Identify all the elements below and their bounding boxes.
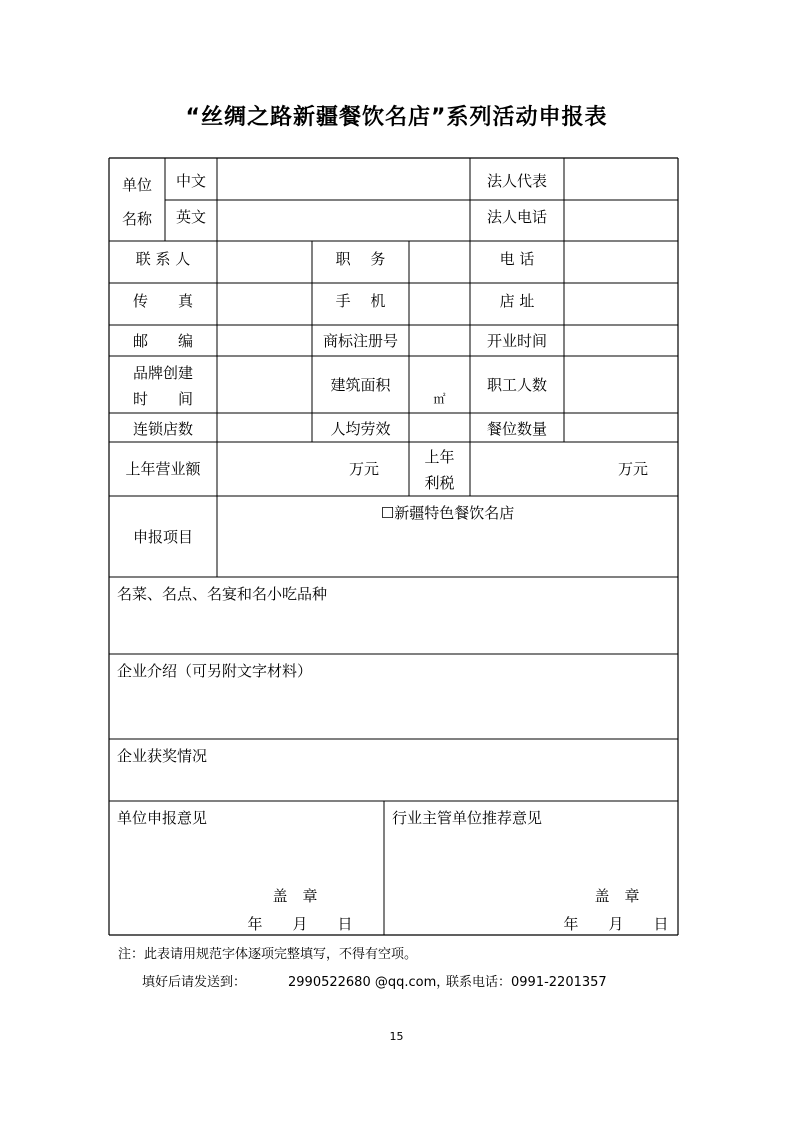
unit-name-label <box>109 176 165 228</box>
last-year-profit-label-line1: 上年 <box>424 448 455 466</box>
industry-opinion-label: 行业主管单位推荐意见 <box>392 809 543 827</box>
note-email: 2990522680 @qq.com， <box>288 975 450 990</box>
option-xinjiang-checkbox[interactable]: ☐新疆特色餐饮名店 <box>380 504 515 522</box>
english-name-field[interactable] <box>217 200 470 241</box>
last-year-revenue-label: 上年营业额 <box>125 460 201 478</box>
note-phone: 联系电话：0991-2201357 <box>446 975 607 990</box>
application-item-label: 申报项目 <box>132 527 193 546</box>
brand-founded-label <box>109 364 217 408</box>
seat-count-label: 餐位数量 <box>486 419 547 438</box>
unit-seal-label: 盖 章 <box>272 887 318 905</box>
brand-founded-label-line2: 时 间 <box>132 390 193 408</box>
revenue-unit: 万元 <box>348 460 379 478</box>
industry-seal-label: 盖 章 <box>594 887 640 905</box>
contact-label: 联 系 人 <box>135 250 191 268</box>
english-label: 英文 <box>175 208 206 226</box>
chinese-name-field[interactable] <box>217 158 470 200</box>
legal-rep-label: 法人代表 <box>486 172 547 190</box>
last-year-profit-label-line2: 利税 <box>424 474 455 492</box>
postcode-label: 邮 编 <box>132 331 193 350</box>
last-year-profit-label <box>409 448 470 492</box>
famous-dishes-label: 名菜、名点、名宴和名小吃品种 <box>117 585 328 603</box>
unit-name-label-line2: 名称 <box>121 210 152 228</box>
position-label: 职 务 <box>335 250 386 268</box>
staff-count-label: 职工人数 <box>486 375 547 394</box>
trademark-label: 商标注册号 <box>322 331 398 350</box>
profit-unit: 万元 <box>617 460 648 478</box>
company-intro-label: 企业介绍（可另附文字材料） <box>117 662 313 680</box>
legal-phone-field[interactable] <box>564 200 678 241</box>
building-area-label: 建筑面积 <box>330 375 391 394</box>
legal-rep-field[interactable] <box>564 158 678 200</box>
legal-phone-label: 法人电话 <box>486 208 547 226</box>
note-send-to-label: 填好后请发送到： <box>142 975 247 990</box>
brand-founded-label-line1: 品牌创建 <box>132 364 193 382</box>
labor-per-capita-label: 人均劳效 <box>330 419 391 438</box>
chain-stores-label: 连锁店数 <box>132 419 193 438</box>
area-unit: ㎡ <box>433 391 446 406</box>
industry-date-label: 年 月 日 <box>563 915 669 933</box>
unit-name-label-line1: 单位 <box>121 176 152 194</box>
unit-opinion-label: 单位申报意见 <box>117 809 208 827</box>
awards-label: 企业获奖情况 <box>117 747 208 765</box>
mobile-label: 手 机 <box>335 292 386 310</box>
chinese-label: 中文 <box>175 172 206 190</box>
unit-date-label: 年 月 日 <box>247 915 353 933</box>
opening-time-label: 开业时间 <box>486 331 547 350</box>
page-number: 15 <box>389 1030 404 1043</box>
address-label: 店 址 <box>499 292 535 310</box>
phone-label: 电 话 <box>499 250 535 268</box>
note-line1: 注：此表请用规范字体逐项完整填写，不得有空项。 <box>118 947 418 962</box>
fax-label: 传 真 <box>132 292 193 310</box>
form-title: “丝绸之路新疆餐饮名店”系列活动申报表 <box>185 105 608 130</box>
